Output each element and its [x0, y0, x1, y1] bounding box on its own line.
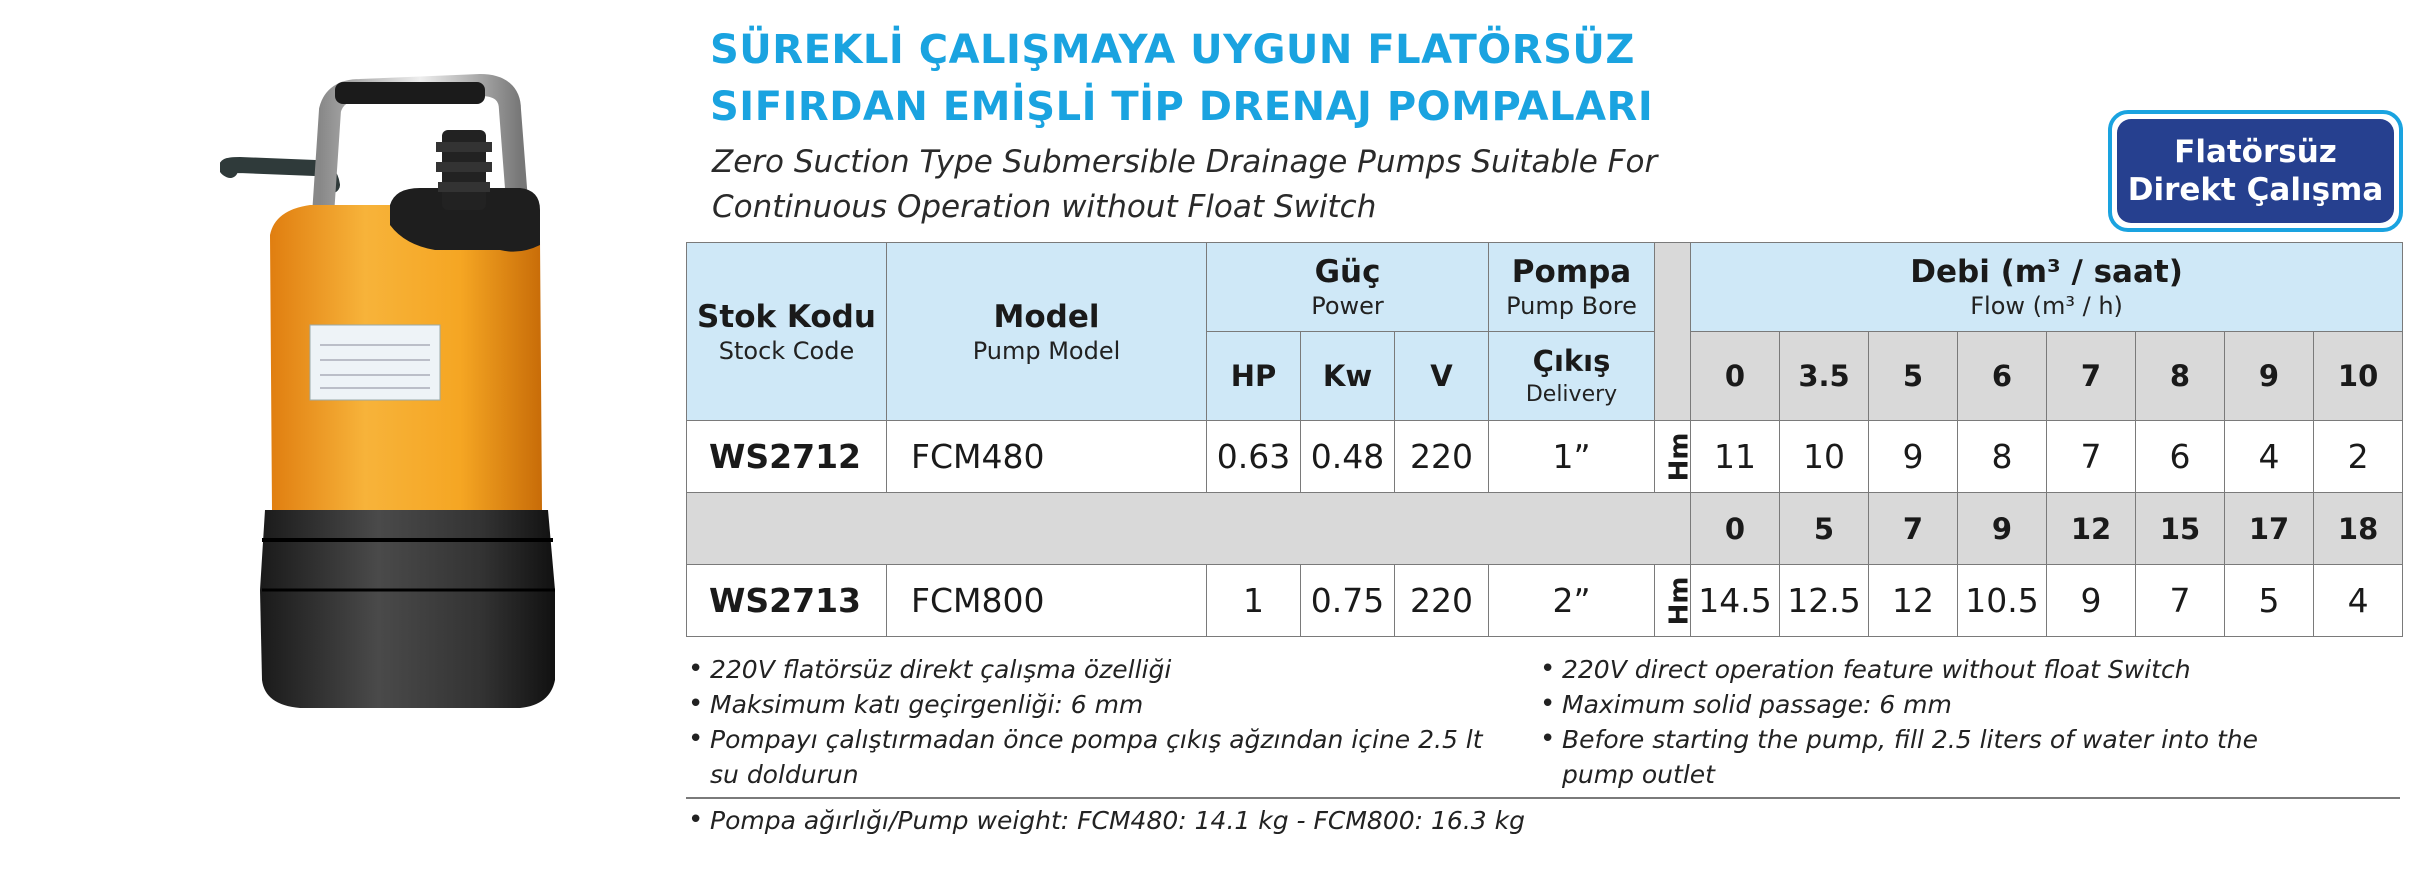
head-value: 2: [2314, 421, 2403, 493]
head-value: 5: [2225, 565, 2314, 637]
hm-label: Hm: [1655, 421, 1691, 493]
head-value: 10.5: [1958, 565, 2047, 637]
header-stock-code: Stok Kodu Stock Code: [687, 243, 887, 421]
pump-image: [220, 70, 580, 710]
flow-value: 8: [2136, 332, 2225, 421]
spec-table: [686, 242, 2403, 637]
note-item: • 220V flatörsüz direkt çalışma özelliği: [686, 652, 1486, 687]
flow-value: 5: [1780, 493, 1869, 565]
title-tr-line-1: SÜREKLİ ÇALIŞMAYA UYGUN FLATÖRSÜZ: [710, 27, 1635, 73]
divider: [686, 797, 2400, 799]
flow-value: 18: [2314, 493, 2403, 565]
head-value: 12.5: [1780, 565, 1869, 637]
head-value: 6: [2136, 421, 2225, 493]
head-value: 9: [2047, 565, 2136, 637]
head-value: 4: [2314, 565, 2403, 637]
table-row-ws2713: [687, 565, 2403, 637]
flow-value: 6: [1958, 332, 2047, 421]
head-value: 10: [1780, 421, 1869, 493]
header-hm-spacer: [1655, 243, 1691, 421]
flow-value: 0: [1691, 332, 1780, 421]
voltage-cell: 220: [1395, 565, 1489, 637]
header-kw: Kw: [1301, 332, 1395, 421]
flow-value: 10: [2314, 332, 2403, 421]
flow-value: 0: [1691, 493, 1780, 565]
note-item: • Pompa ağırlığı/Pump weight: FCM480: 14.1 kg - FCM800: 16.3 kg: [686, 803, 2186, 838]
badge-line-1: Flatörsüz: [2174, 134, 2337, 170]
kw-cell: 0.75: [1301, 565, 1395, 637]
notes-weight: [686, 803, 2186, 838]
operation-badge: [2108, 110, 2403, 232]
title-tr-line-2: SIFIRDAN EMİŞLİ TİP DRENAJ POMPALARI: [710, 84, 1654, 130]
head-value: 9: [1869, 421, 1958, 493]
note-item: • 220V direct operation feature without float Switch: [1538, 652, 2258, 687]
table-row-ws2712: [687, 421, 2403, 493]
flow-value: 7: [2047, 332, 2136, 421]
stock-code-cell: WS2713: [687, 565, 887, 637]
head-value: 8: [1958, 421, 2047, 493]
hp-cell: 1: [1207, 565, 1301, 637]
flow-value: 3.5: [1780, 332, 1869, 421]
note-item: • Before starting the pump, fill 2.5 liters of water into the pump outlet: [1538, 722, 2258, 792]
flow-value: 5: [1869, 332, 1958, 421]
flow-value: 9: [1958, 493, 2047, 565]
header-pump-bore: Pompa Pump Bore: [1489, 243, 1655, 332]
stock-code-cell: WS2712: [687, 421, 887, 493]
title-english: [712, 140, 1657, 230]
notes-turkish: [686, 652, 1486, 792]
header-flow: Debi (m³ / saat) Flow (m³ / h): [1691, 243, 2403, 332]
voltage-cell: 220: [1395, 421, 1489, 493]
header-v: V: [1395, 332, 1489, 421]
badge-line-2: Direkt Çalışma: [2127, 172, 2384, 208]
head-value: 11: [1691, 421, 1780, 493]
header-delivery: Çıkış Delivery: [1489, 332, 1655, 421]
title-en-line-2: Continuous Operation without Float Switch: [712, 189, 1377, 225]
flow-row-2: [687, 493, 2403, 565]
head-value: 7: [2047, 421, 2136, 493]
hp-cell: 0.63: [1207, 421, 1301, 493]
title-en-line-1: Zero Suction Type Submersible Drainage Pumps Suitable For: [712, 144, 1658, 180]
note-item: • Maximum solid passage: 6 mm: [1538, 687, 2258, 722]
model-cell: FCM800: [887, 565, 1207, 637]
head-value: 12: [1869, 565, 1958, 637]
flow-value: 12: [2047, 493, 2136, 565]
model-cell: FCM480: [887, 421, 1207, 493]
kw-cell: 0.48: [1301, 421, 1395, 493]
notes-english: [1538, 652, 2258, 792]
title-turkish: [710, 22, 1653, 136]
hm-label: Hm: [1655, 565, 1691, 637]
flow-value: 17: [2225, 493, 2314, 565]
flow-value: 7: [1869, 493, 1958, 565]
note-item: • Maksimum katı geçirgenliği: 6 mm: [686, 687, 1486, 722]
header-power: Güç Power: [1207, 243, 1489, 332]
flow-value: 15: [2136, 493, 2225, 565]
header-hp: HP: [1207, 332, 1301, 421]
note-item: • Pompayı çalıştırmadan önce pompa çıkış ağzından içine 2.5 lt su doldurun: [686, 722, 1486, 792]
delivery-cell: 1”: [1489, 421, 1655, 493]
delivery-cell: 2”: [1489, 565, 1655, 637]
flow-row-spacer: [687, 493, 1691, 565]
head-value: 7: [2136, 565, 2225, 637]
header-model: Model Pump Model: [887, 243, 1207, 421]
header-row-1: [687, 243, 2403, 332]
head-value: 4: [2225, 421, 2314, 493]
head-value: 14.5: [1691, 565, 1780, 637]
flow-value: 9: [2225, 332, 2314, 421]
